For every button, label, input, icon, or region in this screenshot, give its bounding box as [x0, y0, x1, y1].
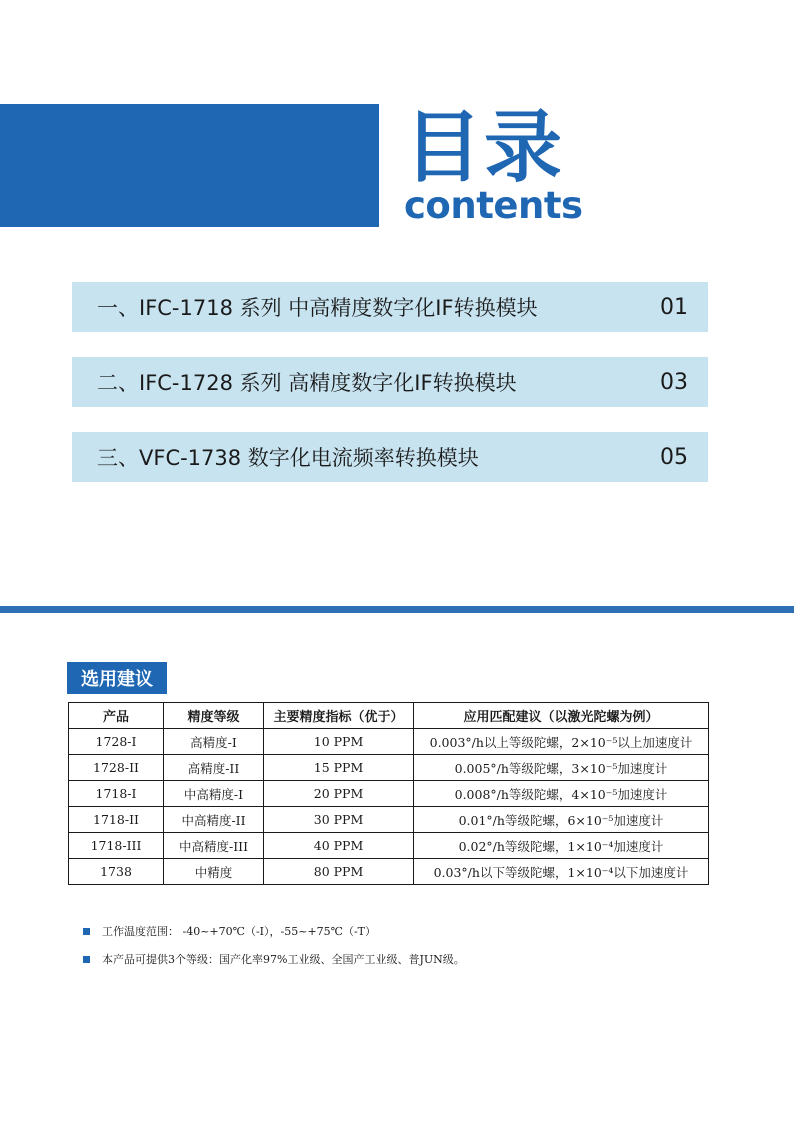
- toc-item[interactable]: [72, 357, 708, 407]
- section-title: 选用建议: [67, 662, 167, 694]
- product-cell: 1738: [69, 859, 164, 885]
- table-row: [69, 755, 709, 781]
- table-of-contents: [72, 282, 708, 507]
- product-cell: 1718-I: [69, 781, 164, 807]
- column-header: 精度等级: [164, 703, 264, 729]
- toc-item-label: 二、IFC-1728 系列 高精度数字化IF转换模块: [97, 371, 517, 395]
- table-row: [69, 859, 709, 885]
- product-cell: 1718-II: [69, 807, 164, 833]
- table-row: [69, 833, 709, 859]
- square-bullet-icon: [83, 956, 90, 963]
- application-cell: 0.02°/h等级陀螺，1×10⁻⁴加速度计: [414, 833, 709, 859]
- application-cell: 0.003°/h以上等级陀螺，2×10⁻⁵以上加速度计: [414, 729, 709, 755]
- column-header: 产品: [69, 703, 164, 729]
- table-row: [69, 807, 709, 833]
- grade-cell: 高精度-I: [164, 729, 264, 755]
- toc-item-label: 一、IFC-1718 系列 中高精度数字化IF转换模块: [97, 296, 538, 320]
- page-subtitle: contents: [404, 184, 583, 227]
- application-cell: 0.01°/h等级陀螺，6×10⁻⁵加速度计: [414, 807, 709, 833]
- accuracy-cell: 30 PPM: [264, 807, 414, 833]
- notes-list: [83, 922, 465, 978]
- grade-cell: 中精度: [164, 859, 264, 885]
- table-header-row: [69, 703, 709, 729]
- note-text: 工作温度范围： -40~+70℃（-I），-55~+75℃（-T）: [102, 925, 377, 938]
- application-cell: 0.03°/h以下等级陀螺，1×10⁻⁴以下加速度计: [414, 859, 709, 885]
- product-cell: 1728-II: [69, 755, 164, 781]
- grade-cell: 中高精度-II: [164, 807, 264, 833]
- application-cell: 0.008°/h等级陀螺，4×10⁻⁵加速度计: [414, 781, 709, 807]
- grade-cell: 高精度-II: [164, 755, 264, 781]
- toc-item[interactable]: [72, 432, 708, 482]
- toc-item-page: 01: [660, 294, 688, 320]
- product-cell: 1728-I: [69, 729, 164, 755]
- square-bullet-icon: [83, 928, 90, 935]
- section-divider: [0, 606, 794, 613]
- grade-cell: 中高精度-I: [164, 781, 264, 807]
- header-color-bar: [0, 104, 379, 227]
- accuracy-cell: 80 PPM: [264, 859, 414, 885]
- toc-item-page: 03: [660, 369, 688, 395]
- toc-item-page: 05: [660, 444, 688, 470]
- note-item: [83, 922, 465, 940]
- toc-item-label: 三、VFC-1738 数字化电流频率转换模块: [97, 446, 479, 470]
- column-header: 主要精度指标（优于）: [264, 703, 414, 729]
- toc-item[interactable]: [72, 282, 708, 332]
- accuracy-cell: 10 PPM: [264, 729, 414, 755]
- table-row: [69, 781, 709, 807]
- page-title: 目录: [404, 103, 565, 193]
- accuracy-cell: 40 PPM: [264, 833, 414, 859]
- accuracy-cell: 20 PPM: [264, 781, 414, 807]
- note-item: [83, 950, 465, 968]
- column-header: 应用匹配建议（以激光陀螺为例）: [414, 703, 709, 729]
- accuracy-cell: 15 PPM: [264, 755, 414, 781]
- table-row: [69, 729, 709, 755]
- application-cell: 0.005°/h等级陀螺，3×10⁻⁵加速度计: [414, 755, 709, 781]
- grade-cell: 中高精度-III: [164, 833, 264, 859]
- product-cell: 1718-III: [69, 833, 164, 859]
- selection-table: [68, 702, 709, 885]
- note-text: 本产品可提供3个等级：国产化率97%工业级、全国产工业级、普JUN级。: [102, 953, 465, 966]
